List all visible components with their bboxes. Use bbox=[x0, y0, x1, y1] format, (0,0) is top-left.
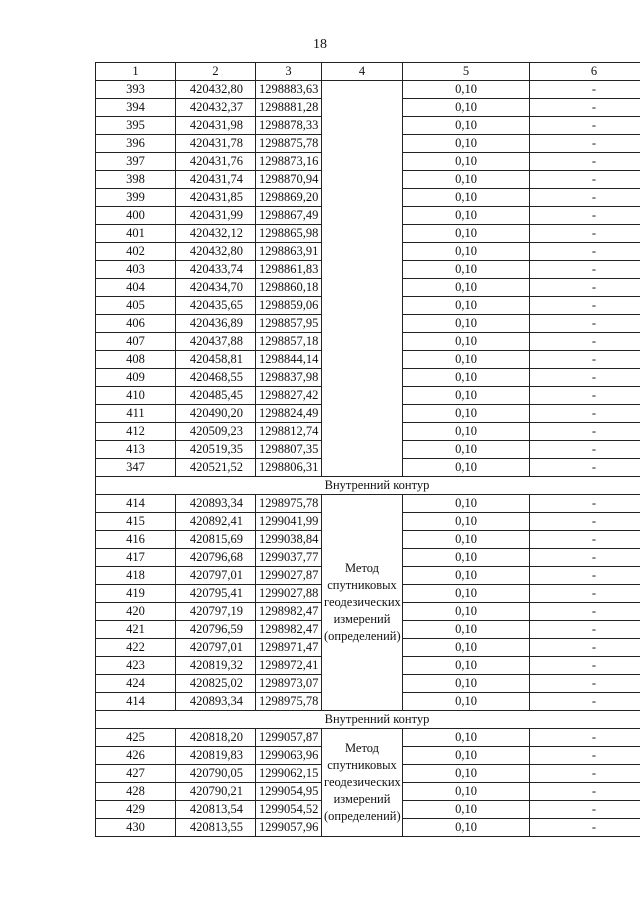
x-coordinate-cell: 420819,32 bbox=[176, 657, 256, 675]
description-cell: - bbox=[530, 405, 640, 423]
y-coordinate-cell: 1298873,16 bbox=[256, 153, 322, 171]
accuracy-cell: 0,10 bbox=[403, 405, 530, 423]
accuracy-cell: 0,10 bbox=[403, 693, 530, 711]
description-cell: - bbox=[530, 729, 640, 747]
description-cell: - bbox=[530, 657, 640, 675]
y-coordinate-cell: 1299057,96 bbox=[256, 819, 322, 837]
x-coordinate-cell: 420432,80 bbox=[176, 243, 256, 261]
description-cell: - bbox=[530, 261, 640, 279]
accuracy-cell: 0,10 bbox=[403, 495, 530, 513]
y-coordinate-cell: 1298972,41 bbox=[256, 657, 322, 675]
accuracy-cell: 0,10 bbox=[403, 585, 530, 603]
x-coordinate-cell: 420468,55 bbox=[176, 369, 256, 387]
y-coordinate-cell: 1298812,74 bbox=[256, 423, 322, 441]
description-cell: - bbox=[530, 747, 640, 765]
accuracy-cell: 0,10 bbox=[403, 603, 530, 621]
accuracy-cell: 0,10 bbox=[403, 171, 530, 189]
description-cell: - bbox=[530, 513, 640, 531]
point-number-cell: 402 bbox=[96, 243, 176, 261]
description-cell: - bbox=[530, 567, 640, 585]
y-coordinate-cell: 1298824,49 bbox=[256, 405, 322, 423]
accuracy-cell: 0,10 bbox=[403, 279, 530, 297]
description-cell: - bbox=[530, 621, 640, 639]
accuracy-cell: 0,10 bbox=[403, 441, 530, 459]
section-title: Внутренний контур bbox=[96, 711, 640, 729]
section-row bbox=[96, 711, 640, 729]
description-cell: - bbox=[530, 801, 640, 819]
method-cell bbox=[322, 81, 403, 477]
table-row bbox=[96, 495, 640, 513]
accuracy-cell: 0,10 bbox=[403, 567, 530, 585]
column-header: 1 bbox=[96, 63, 176, 81]
accuracy-cell: 0,10 bbox=[403, 621, 530, 639]
description-cell: - bbox=[530, 387, 640, 405]
x-coordinate-cell: 420519,35 bbox=[176, 441, 256, 459]
point-number-cell: 399 bbox=[96, 189, 176, 207]
description-cell: - bbox=[530, 225, 640, 243]
x-coordinate-cell: 420521,52 bbox=[176, 459, 256, 477]
method-cell: Метод спутниковых геодезических измерений (определений) bbox=[322, 495, 403, 711]
x-coordinate-cell: 420437,88 bbox=[176, 333, 256, 351]
description-cell: - bbox=[530, 441, 640, 459]
y-coordinate-cell: 1298827,42 bbox=[256, 387, 322, 405]
x-coordinate-cell: 420825,02 bbox=[176, 675, 256, 693]
point-number-cell: 415 bbox=[96, 513, 176, 531]
accuracy-cell: 0,10 bbox=[403, 99, 530, 117]
point-number-cell: 403 bbox=[96, 261, 176, 279]
header-row bbox=[96, 63, 640, 81]
y-coordinate-cell: 1298857,95 bbox=[256, 315, 322, 333]
x-coordinate-cell: 420790,05 bbox=[176, 765, 256, 783]
y-coordinate-cell: 1298870,94 bbox=[256, 171, 322, 189]
description-cell: - bbox=[530, 333, 640, 351]
accuracy-cell: 0,10 bbox=[403, 333, 530, 351]
accuracy-cell: 0,10 bbox=[403, 459, 530, 477]
accuracy-cell: 0,10 bbox=[403, 531, 530, 549]
x-coordinate-cell: 420490,20 bbox=[176, 405, 256, 423]
point-number-cell: 425 bbox=[96, 729, 176, 747]
accuracy-cell: 0,10 bbox=[403, 153, 530, 171]
x-coordinate-cell: 420796,68 bbox=[176, 549, 256, 567]
description-cell: - bbox=[530, 603, 640, 621]
y-coordinate-cell: 1298861,83 bbox=[256, 261, 322, 279]
accuracy-cell: 0,10 bbox=[403, 801, 530, 819]
description-cell: - bbox=[530, 675, 640, 693]
point-number-cell: 428 bbox=[96, 783, 176, 801]
x-coordinate-cell: 420436,89 bbox=[176, 315, 256, 333]
point-number-cell: 407 bbox=[96, 333, 176, 351]
point-number-cell: 417 bbox=[96, 549, 176, 567]
y-coordinate-cell: 1298863,91 bbox=[256, 243, 322, 261]
y-coordinate-cell: 1299054,95 bbox=[256, 783, 322, 801]
column-header: 5 bbox=[403, 63, 530, 81]
description-cell: - bbox=[530, 369, 640, 387]
accuracy-cell: 0,10 bbox=[403, 783, 530, 801]
x-coordinate-cell: 420432,80 bbox=[176, 81, 256, 99]
x-coordinate-cell: 420813,55 bbox=[176, 819, 256, 837]
method-cell: Метод спутниковых геодезических измерений (определений) bbox=[322, 729, 403, 837]
point-number-cell: 427 bbox=[96, 765, 176, 783]
x-coordinate-cell: 420431,99 bbox=[176, 207, 256, 225]
point-number-cell: 412 bbox=[96, 423, 176, 441]
accuracy-cell: 0,10 bbox=[403, 297, 530, 315]
x-coordinate-cell: 420797,01 bbox=[176, 639, 256, 657]
point-number-cell: 398 bbox=[96, 171, 176, 189]
y-coordinate-cell: 1298844,14 bbox=[256, 351, 322, 369]
table-row bbox=[96, 81, 640, 99]
description-cell: - bbox=[530, 189, 640, 207]
description-cell: - bbox=[530, 99, 640, 117]
y-coordinate-cell: 1299027,88 bbox=[256, 585, 322, 603]
x-coordinate-cell: 420431,85 bbox=[176, 189, 256, 207]
description-cell: - bbox=[530, 243, 640, 261]
description-cell: - bbox=[530, 279, 640, 297]
accuracy-cell: 0,10 bbox=[403, 117, 530, 135]
x-coordinate-cell: 420434,70 bbox=[176, 279, 256, 297]
description-cell: - bbox=[530, 693, 640, 711]
point-number-cell: 347 bbox=[96, 459, 176, 477]
description-cell: - bbox=[530, 495, 640, 513]
x-coordinate-cell: 420431,78 bbox=[176, 135, 256, 153]
accuracy-cell: 0,10 bbox=[403, 261, 530, 279]
y-coordinate-cell: 1298971,47 bbox=[256, 639, 322, 657]
y-coordinate-cell: 1298973,07 bbox=[256, 675, 322, 693]
description-cell: - bbox=[530, 351, 640, 369]
x-coordinate-cell: 420431,74 bbox=[176, 171, 256, 189]
accuracy-cell: 0,10 bbox=[403, 369, 530, 387]
point-number-cell: 423 bbox=[96, 657, 176, 675]
description-cell: - bbox=[530, 819, 640, 837]
y-coordinate-cell: 1299057,87 bbox=[256, 729, 322, 747]
y-coordinate-cell: 1298881,28 bbox=[256, 99, 322, 117]
point-number-cell: 395 bbox=[96, 117, 176, 135]
y-coordinate-cell: 1298859,06 bbox=[256, 297, 322, 315]
accuracy-cell: 0,10 bbox=[403, 387, 530, 405]
accuracy-cell: 0,10 bbox=[403, 765, 530, 783]
point-number-cell: 414 bbox=[96, 495, 176, 513]
accuracy-cell: 0,10 bbox=[403, 675, 530, 693]
point-number-cell: 396 bbox=[96, 135, 176, 153]
accuracy-cell: 0,10 bbox=[403, 549, 530, 567]
accuracy-cell: 0,10 bbox=[403, 207, 530, 225]
y-coordinate-cell: 1298857,18 bbox=[256, 333, 322, 351]
point-number-cell: 394 bbox=[96, 99, 176, 117]
x-coordinate-cell: 420509,23 bbox=[176, 423, 256, 441]
point-number-cell: 416 bbox=[96, 531, 176, 549]
point-number-cell: 424 bbox=[96, 675, 176, 693]
y-coordinate-cell: 1299037,77 bbox=[256, 549, 322, 567]
y-coordinate-cell: 1298982,47 bbox=[256, 621, 322, 639]
y-coordinate-cell: 1298837,98 bbox=[256, 369, 322, 387]
x-coordinate-cell: 420893,34 bbox=[176, 693, 256, 711]
accuracy-cell: 0,10 bbox=[403, 639, 530, 657]
point-number-cell: 410 bbox=[96, 387, 176, 405]
point-number-cell: 420 bbox=[96, 603, 176, 621]
point-number-cell: 422 bbox=[96, 639, 176, 657]
y-coordinate-cell: 1298878,33 bbox=[256, 117, 322, 135]
description-cell: - bbox=[530, 531, 640, 549]
x-coordinate-cell: 420433,74 bbox=[176, 261, 256, 279]
description-cell: - bbox=[530, 207, 640, 225]
accuracy-cell: 0,10 bbox=[403, 225, 530, 243]
y-coordinate-cell: 1298806,31 bbox=[256, 459, 322, 477]
description-cell: - bbox=[530, 153, 640, 171]
accuracy-cell: 0,10 bbox=[403, 729, 530, 747]
point-number-cell: 414 bbox=[96, 693, 176, 711]
x-coordinate-cell: 420458,81 bbox=[176, 351, 256, 369]
y-coordinate-cell: 1299027,87 bbox=[256, 567, 322, 585]
x-coordinate-cell: 420819,83 bbox=[176, 747, 256, 765]
x-coordinate-cell: 420435,65 bbox=[176, 297, 256, 315]
description-cell: - bbox=[530, 459, 640, 477]
description-cell: - bbox=[530, 117, 640, 135]
x-coordinate-cell: 420815,69 bbox=[176, 531, 256, 549]
point-number-cell: 430 bbox=[96, 819, 176, 837]
point-number-cell: 429 bbox=[96, 801, 176, 819]
column-header: 4 bbox=[322, 63, 403, 81]
y-coordinate-cell: 1298807,35 bbox=[256, 441, 322, 459]
y-coordinate-cell: 1298869,20 bbox=[256, 189, 322, 207]
y-coordinate-cell: 1298865,98 bbox=[256, 225, 322, 243]
point-number-cell: 401 bbox=[96, 225, 176, 243]
x-coordinate-cell: 420797,01 bbox=[176, 567, 256, 585]
point-number-cell: 397 bbox=[96, 153, 176, 171]
accuracy-cell: 0,10 bbox=[403, 135, 530, 153]
accuracy-cell: 0,10 bbox=[403, 819, 530, 837]
x-coordinate-cell: 420432,12 bbox=[176, 225, 256, 243]
accuracy-cell: 0,10 bbox=[403, 81, 530, 99]
y-coordinate-cell: 1299054,52 bbox=[256, 801, 322, 819]
y-coordinate-cell: 1298875,78 bbox=[256, 135, 322, 153]
column-header: 2 bbox=[176, 63, 256, 81]
x-coordinate-cell: 420431,98 bbox=[176, 117, 256, 135]
description-cell: - bbox=[530, 297, 640, 315]
accuracy-cell: 0,10 bbox=[403, 315, 530, 333]
point-number-cell: 426 bbox=[96, 747, 176, 765]
section-title: Внутренний контур bbox=[96, 477, 640, 495]
description-cell: - bbox=[530, 639, 640, 657]
description-cell: - bbox=[530, 315, 640, 333]
description-cell: - bbox=[530, 783, 640, 801]
coordinates-table bbox=[95, 62, 640, 837]
y-coordinate-cell: 1299038,84 bbox=[256, 531, 322, 549]
point-number-cell: 393 bbox=[96, 81, 176, 99]
x-coordinate-cell: 420485,45 bbox=[176, 387, 256, 405]
x-coordinate-cell: 420432,37 bbox=[176, 99, 256, 117]
x-coordinate-cell: 420790,21 bbox=[176, 783, 256, 801]
table-row bbox=[96, 729, 640, 747]
point-number-cell: 406 bbox=[96, 315, 176, 333]
x-coordinate-cell: 420796,59 bbox=[176, 621, 256, 639]
y-coordinate-cell: 1298975,78 bbox=[256, 693, 322, 711]
x-coordinate-cell: 420893,34 bbox=[176, 495, 256, 513]
point-number-cell: 413 bbox=[96, 441, 176, 459]
accuracy-cell: 0,10 bbox=[403, 513, 530, 531]
y-coordinate-cell: 1298883,63 bbox=[256, 81, 322, 99]
y-coordinate-cell: 1299062,15 bbox=[256, 765, 322, 783]
page-number: 18 bbox=[313, 37, 327, 52]
x-coordinate-cell: 420813,54 bbox=[176, 801, 256, 819]
point-number-cell: 418 bbox=[96, 567, 176, 585]
column-header: 3 bbox=[256, 63, 322, 81]
description-cell: - bbox=[530, 765, 640, 783]
description-cell: - bbox=[530, 423, 640, 441]
description-cell: - bbox=[530, 81, 640, 99]
accuracy-cell: 0,10 bbox=[403, 243, 530, 261]
point-number-cell: 419 bbox=[96, 585, 176, 603]
description-cell: - bbox=[530, 171, 640, 189]
y-coordinate-cell: 1299041,99 bbox=[256, 513, 322, 531]
accuracy-cell: 0,10 bbox=[403, 657, 530, 675]
point-number-cell: 411 bbox=[96, 405, 176, 423]
accuracy-cell: 0,10 bbox=[403, 423, 530, 441]
point-number-cell: 400 bbox=[96, 207, 176, 225]
accuracy-cell: 0,10 bbox=[403, 747, 530, 765]
x-coordinate-cell: 420797,19 bbox=[176, 603, 256, 621]
y-coordinate-cell: 1298860,18 bbox=[256, 279, 322, 297]
x-coordinate-cell: 420795,41 bbox=[176, 585, 256, 603]
point-number-cell: 408 bbox=[96, 351, 176, 369]
y-coordinate-cell: 1299063,96 bbox=[256, 747, 322, 765]
x-coordinate-cell: 420892,41 bbox=[176, 513, 256, 531]
accuracy-cell: 0,10 bbox=[403, 189, 530, 207]
point-number-cell: 405 bbox=[96, 297, 176, 315]
y-coordinate-cell: 1298867,49 bbox=[256, 207, 322, 225]
section-row bbox=[96, 477, 640, 495]
accuracy-cell: 0,10 bbox=[403, 351, 530, 369]
x-coordinate-cell: 420431,76 bbox=[176, 153, 256, 171]
description-cell: - bbox=[530, 585, 640, 603]
x-coordinate-cell: 420818,20 bbox=[176, 729, 256, 747]
point-number-cell: 409 bbox=[96, 369, 176, 387]
description-cell: - bbox=[530, 549, 640, 567]
column-header: 6 bbox=[530, 63, 640, 81]
y-coordinate-cell: 1298975,78 bbox=[256, 495, 322, 513]
point-number-cell: 404 bbox=[96, 279, 176, 297]
description-cell: - bbox=[530, 135, 640, 153]
y-coordinate-cell: 1298982,47 bbox=[256, 603, 322, 621]
point-number-cell: 421 bbox=[96, 621, 176, 639]
